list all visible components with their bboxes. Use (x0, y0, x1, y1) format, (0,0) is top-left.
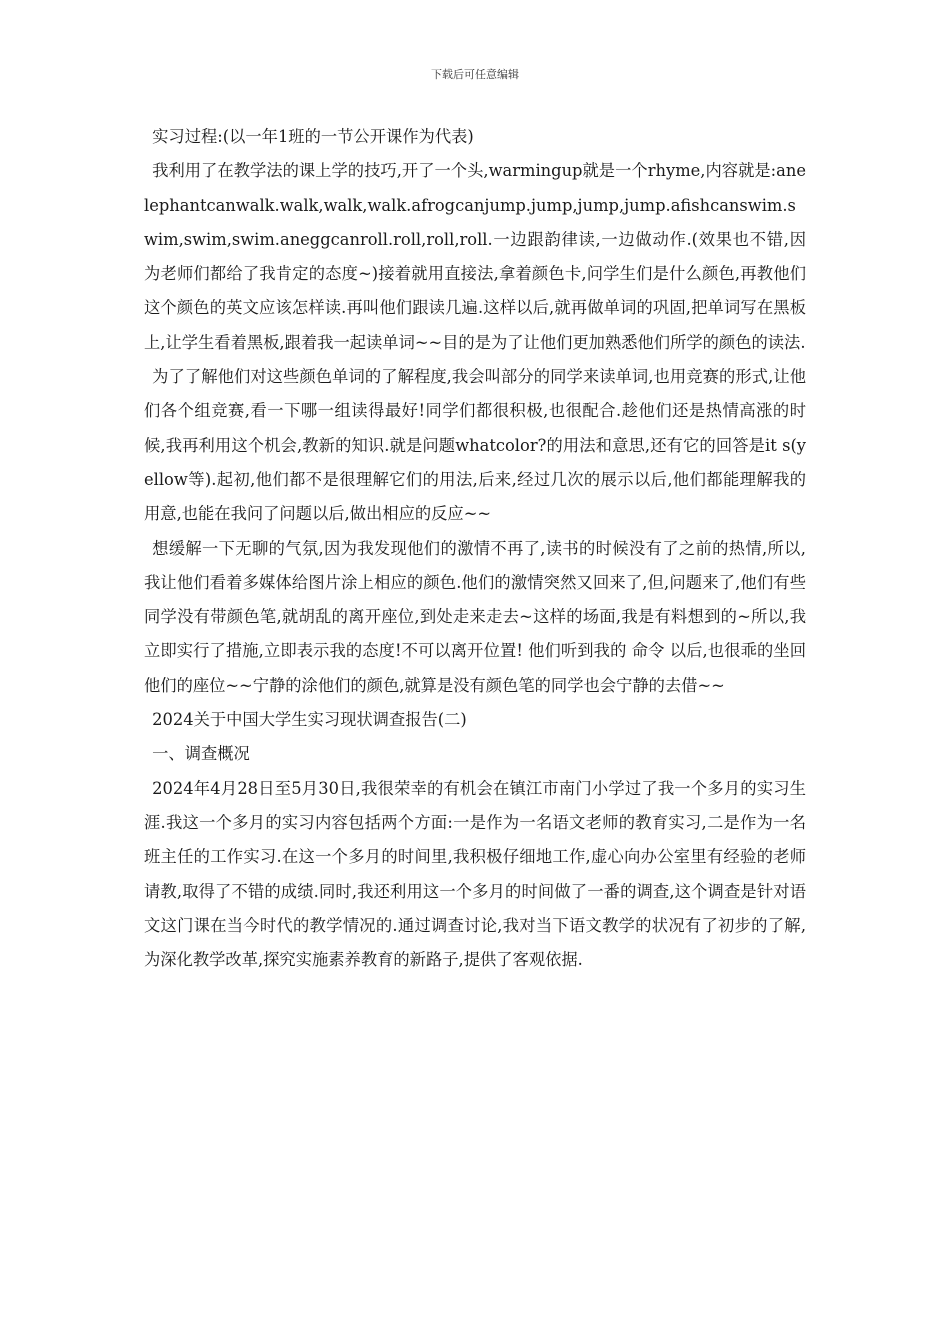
paragraph-warmup: 我利用了在教学法的课上学的技巧,开了一个头,warmingup就是一个rhyme,内容就是:anelephantcanwalk.walk,walk,walk.afrogcanjump.jump,jump,jump.afishcanswim.swim,swim,swim.aneggcanroll.roll,roll,roll.一边跟韵律读,一边做动作.(效果也不错,因为老师们都给了我肯定的态度~)接着就用直接法,拿着颜色卡,问学生们是什么颜色,再教他们这个颜色的英文应该怎样读.再叫他们跟读几遍.这样以后,就再做单词的巩固,把单词写在黑板上,让学生看着黑板,跟着我一起读单词~~目的是为了让他们更加熟悉他们所学的颜色的读法. (144, 161, 806, 352)
paragraph-competition: 为了了解他们对这些颜色单词的了解程度,我会叫部分的同学来读单词,也用竞赛的形式,让他们各个组竞赛,看一下哪一组读得最好!同学们都很积极,也很配合.趁他们还是热情高涨的时候,我再利用这个机会,教新的知识.就是问题whatcolor?的用法和意思,还有它的回答是it s(yellow等).起初,他们都不是很理解它们的用法,后来,经过几次的展示以后,他们都能理解我的用意,也能在我问了问题以后,做出相应的反应~~ (144, 367, 806, 524)
internship-process-heading: 实习过程:(以一年1班的一节公开课作为代表) (152, 127, 474, 146)
paragraph-coloring: 想缓解一下无聊的气氛,因为我发现他们的激情不再了,读书的时候没有了之前的热情,所以,我让他们看着多媒体给图片涂上相应的颜色.他们的激情突然又回来了,但,问题来了,他们有些同学没有带颜色笔,就胡乱的离开座位,到处走来走去~这样的场面,我是有料想到的~所以,我立即实行了措施,立即表示我的态度!不可以离开位置! 他们听到我的 命令 以后,也很乖的坐回他们的座位~~宁静的涂他们的颜色,就算是没有颜色笔的同学也会宁静的去借~~ (144, 538, 806, 695)
paragraph-overview: 2024年4月28日至5月30日,我很荣幸的有机会在镇江市南门小学过了我一个多月的实习生涯.我这一个多月的实习内容包括两个方面:一是作为一名语文老师的教育实习,二是作为一名班主任的工作实习.在这一个多月的时间里,我积极仔细地工作,虚心向办公室里有经验的老师请教,取得了不错的成绩.同时,我还利用这一个多月的时间做了一番的调查,这个调查是针对语文这门课在当今时代的教学情况的.通过调查讨论,我对当下语文教学的状况有了初步的了解,为深化教学改革,探究实施素养教育的新路子,提供了客观依据. (144, 778, 806, 970)
report-title: 2024关于中国大学生实习现状调查报告(二) (152, 710, 467, 730)
document-body (144, 120, 806, 977)
section-heading-overview: 一、调查概况 (152, 744, 250, 764)
page-header: 下载后可任意编辑 (431, 68, 519, 81)
